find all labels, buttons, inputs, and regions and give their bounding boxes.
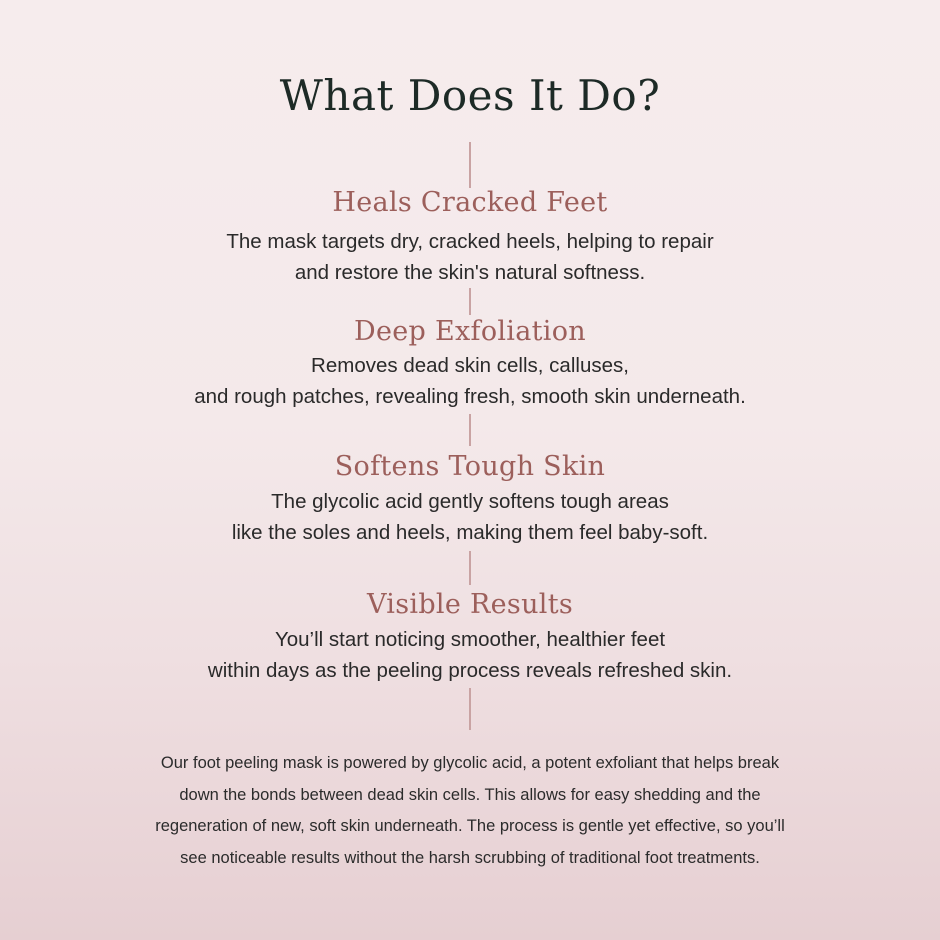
divider-line — [469, 414, 471, 446]
feature-desc-line: The glycolic acid gently softens tough areas — [271, 490, 669, 513]
description-paragraph — [80, 748, 860, 874]
divider-line — [469, 142, 471, 188]
feature-desc-line: like the soles and heels, making them feel baby-soft. — [231, 521, 709, 544]
feature-desc-line: Removes dead skin cells, calluses, — [311, 354, 629, 377]
paragraph-line: down the bonds between dead skin cells. This allows for easy shedding and the — [179, 785, 761, 804]
feature-desc-line: You’ll start noticing smoother, healthier feet — [274, 628, 666, 651]
paragraph-line: regeneration of new, soft skin underneath. The process is gentle yet effective, so you’ll — [155, 817, 785, 835]
feature-desc-line: within days as the peeling process reveals refreshed skin. — [207, 659, 733, 682]
paragraph-line: see noticeable results without the harsh scrubbing of traditional foot treatments. — [180, 848, 760, 867]
feature-heading-heals-cracked-feet: Heals Cracked Feet — [332, 187, 608, 218]
feature-desc-line: The mask targets dry, cracked heels, helping to repair — [226, 230, 714, 253]
feature-heading-softens-tough-skin: Softens Tough Skin — [334, 451, 606, 482]
feature-heading-deep-exfoliation: Deep Exfoliation — [354, 316, 586, 347]
divider-line — [469, 688, 471, 730]
paragraph-line: Our foot peeling mask is powered by glycolic acid, a potent exfoliant that helps break — [160, 754, 780, 772]
page-title: What Does It Do? — [279, 71, 661, 120]
divider-line — [469, 288, 471, 315]
divider-line — [469, 551, 471, 585]
feature-heading-visible-results: Visible Results — [366, 589, 574, 620]
feature-desc-line: and restore the skin's natural softness. — [294, 261, 646, 284]
feature-desc-line: and rough patches, revealing fresh, smooth skin underneath. — [194, 385, 746, 408]
